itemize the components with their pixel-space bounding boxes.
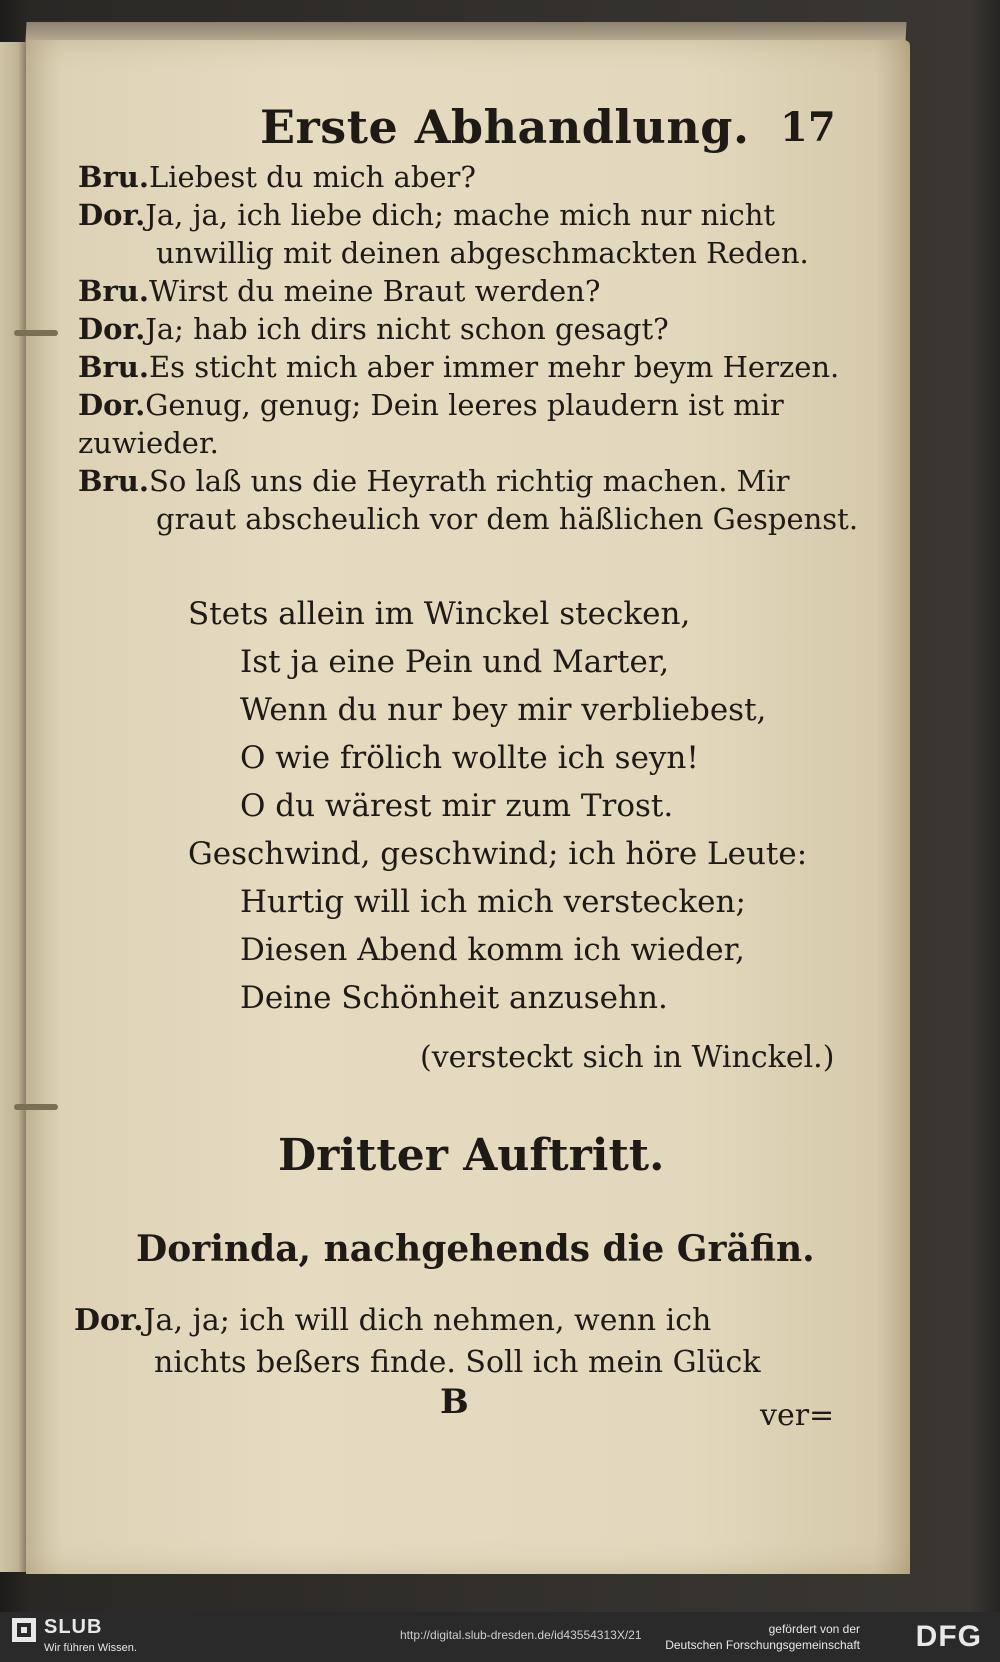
catchword: ver=	[760, 1398, 835, 1433]
slub-tagline: Wir führen Wissen.	[44, 1642, 137, 1654]
speaker: Bru.	[78, 274, 149, 308]
speaker: Bru.	[78, 160, 149, 194]
source-url-link[interactable]: http://digital.slub-dresden.de/id43554313X/21	[400, 1628, 642, 1642]
dialogue-line	[78, 158, 848, 196]
line-text: zuwieder.	[78, 426, 219, 460]
dialogue-line	[78, 310, 848, 348]
stage-direction: (versteckt sich in Winckel.)	[420, 1040, 835, 1075]
speaker: Dor.	[78, 388, 146, 422]
funding-text: gefördert von der	[768, 1622, 860, 1636]
line-text: Wirst du meine Braut werden?	[148, 274, 601, 308]
verse-line: Wenn du nur bey mir verbliebest,	[240, 692, 767, 728]
verse-line: Hurtig will ich mich verstecken;	[240, 884, 746, 920]
song-verse	[188, 590, 807, 1022]
verse-line: Geschwind, geschwind; ich höre Leute:	[188, 836, 808, 872]
line-text: nichts beßers finde. Soll ich mein Glück	[154, 1345, 761, 1380]
slub-brand: SLUB	[44, 1616, 103, 1638]
verse-line: O wie frölich wollte ich seyn!	[240, 740, 699, 776]
dialogue-line	[78, 348, 848, 386]
signature-mark: B	[440, 1382, 469, 1422]
dialogue-line	[74, 1342, 834, 1384]
dialogue-line	[74, 1300, 834, 1342]
speaker: Bru.	[78, 464, 149, 498]
scene-heading: Dritter Auftritt.	[278, 1130, 665, 1181]
dialogue-line	[78, 462, 848, 500]
line-text: So laß uns die Heyrath richtig machen. Mir	[148, 464, 790, 498]
verse-line: Stets allein im Winckel stecken,	[188, 596, 691, 632]
line-text: graut abscheulich vor dem häßlichen Gespenst.	[156, 502, 859, 536]
dialogue-block	[78, 158, 859, 538]
dialogue-line	[78, 234, 848, 272]
funding-text: Deutschen Forschungsgemeinschaft	[665, 1638, 860, 1652]
speaker: Dor.	[78, 198, 146, 232]
running-head: Erste Abhandlung.	[260, 100, 750, 154]
line-text: Ja, ja, ich liebe dich; mache mich nur nicht	[145, 198, 776, 232]
line-text: Ja; hab ich dirs nicht schon gesagt?	[145, 312, 669, 346]
line-text: Genug, genug; Dein leeres plaudern ist mir	[145, 388, 784, 422]
footer-bar	[0, 1612, 1000, 1662]
dfg-logo: DFG	[915, 1620, 982, 1653]
line-text: Es sticht mich aber immer mehr beym Herzen.	[148, 350, 840, 384]
dialogue-line	[78, 500, 859, 538]
verse-line: Diesen Abend komm ich wieder,	[240, 932, 745, 968]
verse-line: Ist ja eine Pein und Marter,	[240, 644, 670, 680]
verse-line: O du wärest mir zum Trost.	[240, 788, 674, 824]
line-text: Liebest du mich aber?	[148, 160, 476, 194]
dialogue-line	[78, 386, 848, 424]
page-number: 17	[780, 104, 836, 151]
binding-thread	[14, 330, 58, 336]
dialogue-block	[74, 1300, 834, 1384]
binding-thread	[14, 1104, 58, 1110]
dialogue-line	[78, 272, 848, 310]
scene-persons: Dorinda, nachgehends die Gräfin.	[136, 1228, 815, 1270]
dialogue-line	[78, 424, 848, 462]
speaker: Dor.	[74, 1303, 144, 1338]
book-top-edge	[25, 22, 906, 42]
line-text: Ja, ja; ich will dich nehmen, wenn ich	[143, 1303, 712, 1338]
speaker: Dor.	[78, 312, 146, 346]
facing-page-edge	[0, 42, 28, 1572]
speaker: Bru.	[78, 350, 149, 384]
verse-line: Deine Schönheit anzusehn.	[240, 980, 668, 1016]
slub-logo-icon	[12, 1618, 36, 1642]
dialogue-line	[78, 196, 848, 234]
line-text: unwillig mit deinen abgeschmackten Reden.	[156, 236, 809, 270]
